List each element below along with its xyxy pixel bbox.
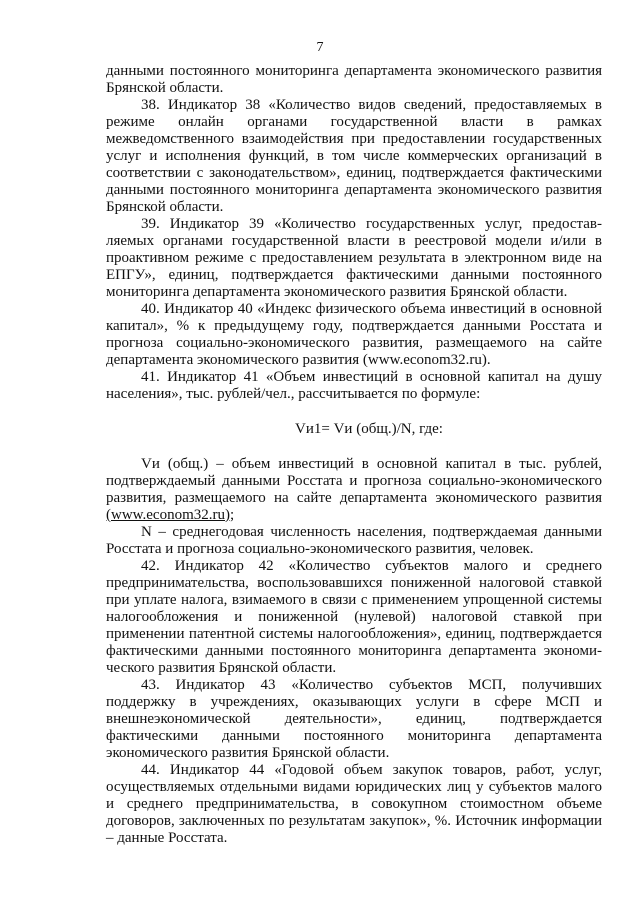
definition-n: N – среднегодовая численность населения, подтверждаемая данными Росстата и прогноза социально-экономического развития, человек. [106,524,602,557]
definition-vi-tail: ; [230,507,235,523]
paragraph-indicator-44: 44. Индикатор 44 «Годовой объем закупок товаров, работ, услуг, осуществляемых отдельными видами юридических лиц у субъектов малого и среднего предпринимательства, в совокупном стоимостном объеме договоров, заключенных по результатам закупок», %. Источник информации – данные Росстата. [106,762,602,846]
formula: Vи1= Vи (общ.)/N, где: [295,421,443,437]
paragraph-indicator-39: 39. Индикатор 39 «Количество государственных услуг, предоставляемых органами государственной власти в реестровой модели и/или в проактивном режиме с предоставлением результата в электронном виде на ЕПГУ», единиц, подтверждается фактическими данными постоянного мониторинга департамента экономического развития Брянской области. [106,216,602,300]
paragraph-indicator-38: 38. Индикатор 38 «Количество видов сведений, предоставляемых в режиме онлайн органами государственной власти в рамках межведомственного взаимодействия при предоставлении государственных услуг и исполнения функций, в том числе коммерческих организаций в соответствии с законодательством», единиц, подтверждается фактическими данными постоянного мониторинга департамента экономического развития Брянской области. [106,97,602,215]
definition-vi-text: Vи (общ.) – объем инвестиций в основной капитал в тыс. рублей, подтверждаемый данными Росстата и прогноза социально-экономического развития, размещаемого на сайте департамента экономического развития [106,456,602,506]
paragraph-indicator-43: 43. Индикатор 43 «Количество субъектов МСП, получивших поддержку в учреждениях, оказывающих услуги в сфере МСП и внешнеэкономической деятельности», единиц, подтверждается фактическими данными постоянного мониторинга департамента экономического развития Брянской области. [106,677,602,761]
econom32-link[interactable]: (www.econom32.ru) [106,507,230,523]
paragraph-indicator-42: 42. Индикатор 42 «Количество субъектов малого и среднего предпринимательства, воспользовавшихся пониженной налоговой ставкой при уплате налога, взимаемого в связи с применением упрощенной системы налогообложения и пониженной (нулевой) налоговой ставкой при применении патентной системы налогообложения», единиц, подтверждается фактическими данными постоянного мониторинга департамента экономического развития Брянской области. [106,558,602,676]
paragraph-indicator-40: 40. Индикатор 40 «Индекс физического объема инвестиций в основной капитал», % к предыдущему году, подтверждается данными Росстата и прогноза социально-экономического развития, размещаемого на сайте департамента экономического развития (www.econom32.ru). [106,301,602,368]
document-body [106,63,602,847]
page-number: 7 [316,40,324,55]
definition-vi-total [106,456,602,524]
paragraph-indicator-41: 41. Индикатор 41 «Объем инвестиций в основной капитал на душу населения», тыс. рублей/чел., рассчитывается по формуле: [106,369,602,402]
paragraph-continuation: данными постоянного мониторинга департамента экономического развития Брянской области. [106,63,602,96]
